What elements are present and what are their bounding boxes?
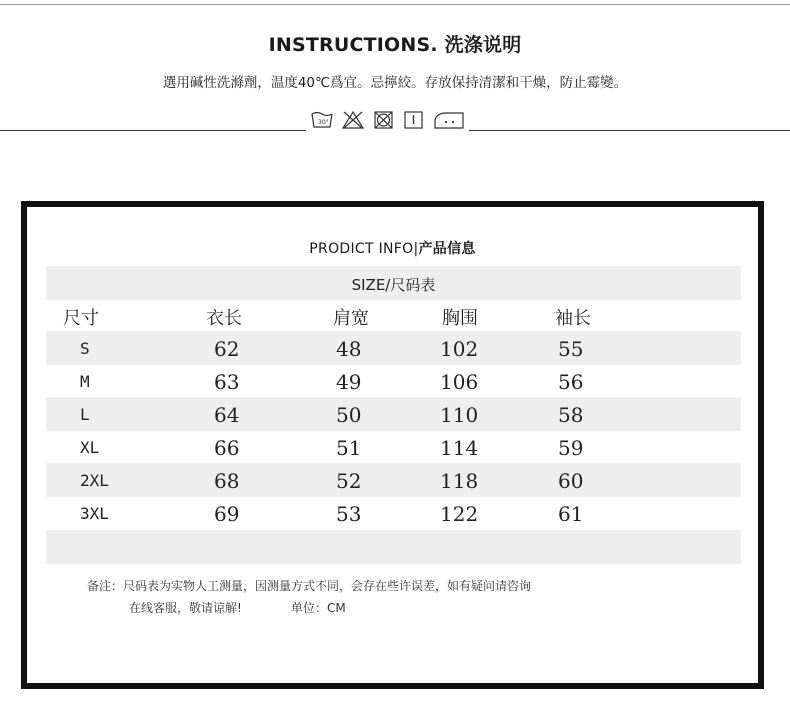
- instructions-title: INSTRUCTIONS. 洗涤说明: [268, 34, 522, 56]
- top-divider: [0, 4, 790, 5]
- cell-size: 3XL: [80, 504, 109, 523]
- note-line-2: 在线客服，敬请谅解!: [129, 601, 242, 615]
- cell-size: M: [80, 372, 90, 391]
- iron-medium-icon: [432, 110, 466, 130]
- care-divider-left: [0, 130, 306, 131]
- cell-size: 2XL: [80, 471, 109, 490]
- cell-shoulder: 52: [336, 469, 362, 493]
- product-info-title-en: PRODICT INFO: [309, 241, 414, 257]
- cell-chest: 106: [440, 370, 479, 394]
- cell-length: 64: [214, 403, 240, 427]
- wash-30-icon: [310, 110, 334, 130]
- cell-sleeve: 56: [558, 370, 584, 394]
- note-line-1: 备注：尺码表为实物人工测量，因测量方式不同，会存在些许误差，如有疑问请咨询: [87, 579, 532, 593]
- cell-length: 62: [214, 337, 240, 361]
- cell-length: 68: [214, 469, 240, 493]
- cell-shoulder: 48: [336, 337, 362, 361]
- product-info-panel: [21, 201, 764, 689]
- header-length: 衣长: [206, 308, 242, 329]
- cell-shoulder: 50: [336, 403, 362, 427]
- cell-chest: 114: [440, 436, 479, 460]
- cell-sleeve: 59: [558, 436, 584, 460]
- instructions-text: 選用碱性洗滌劑，温度40℃爲宜。忌擰絞。存放保持清潔和干燥，防止霉變。: [162, 75, 628, 91]
- cell-sleeve: 60: [558, 469, 584, 493]
- product-info-title: [27, 238, 758, 258]
- product-info-title-cn: 产品信息: [418, 241, 476, 257]
- size-chart-header-band: [46, 266, 741, 300]
- cell-chest: 110: [440, 403, 479, 427]
- no-bleach-icon: [341, 110, 365, 130]
- cell-length: 63: [214, 370, 240, 394]
- cell-size: L: [80, 405, 90, 424]
- table-row: [46, 463, 741, 497]
- cell-size: XL: [80, 438, 100, 457]
- cell-sleeve: 58: [558, 403, 584, 427]
- cell-chest: 118: [440, 469, 479, 493]
- table-row: [46, 364, 741, 398]
- table-row: [46, 496, 741, 530]
- cell-shoulder: 53: [336, 502, 362, 526]
- cell-sleeve: 61: [558, 502, 584, 526]
- table-row: [46, 397, 741, 431]
- svg-text:30°: 30°: [318, 119, 329, 126]
- care-icons: [310, 110, 470, 132]
- table-row: [46, 430, 741, 464]
- cell-chest: 102: [440, 337, 479, 361]
- cell-chest: 122: [440, 502, 479, 526]
- size-chart-label: SIZE/尺码表: [351, 276, 436, 294]
- header-shoulder: 肩宽: [333, 308, 369, 329]
- care-divider-right: [469, 130, 790, 131]
- cell-sleeve: 55: [558, 337, 584, 361]
- title-separator: |: [413, 241, 419, 257]
- cell-size: S: [80, 339, 90, 358]
- header-sleeve: 袖长: [555, 308, 591, 329]
- unit-label: 单位：CM: [291, 601, 346, 615]
- table-footer-band: [46, 530, 741, 564]
- line-dry-icon: [403, 110, 425, 130]
- cell-length: 69: [214, 502, 240, 526]
- cell-length: 66: [214, 436, 240, 460]
- table-row: [46, 331, 741, 365]
- no-tumble-dry-icon: [373, 110, 395, 130]
- cell-shoulder: 51: [336, 436, 362, 460]
- header-chest: 胸围: [442, 308, 478, 329]
- header-size: 尺寸: [63, 308, 99, 329]
- cell-shoulder: 49: [336, 370, 362, 394]
